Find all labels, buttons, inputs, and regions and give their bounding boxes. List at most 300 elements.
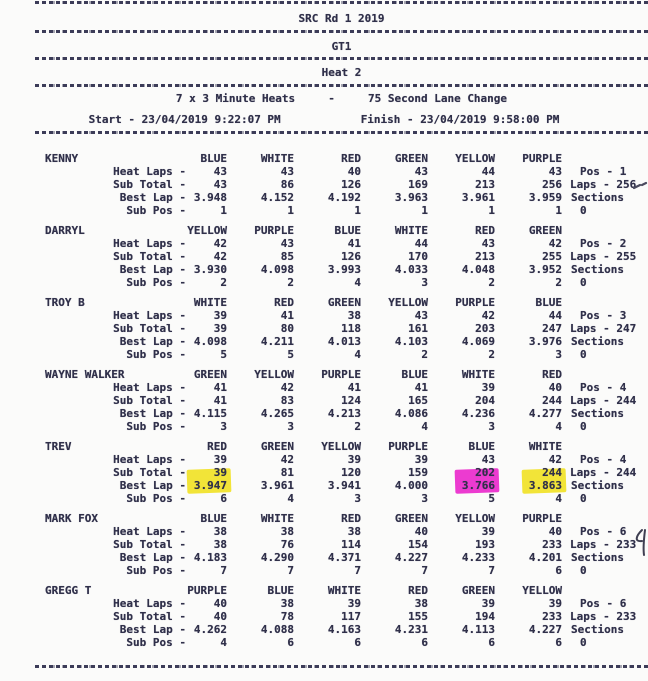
stat-row-sub_total xyxy=(38,394,648,407)
pen-mark xyxy=(633,179,648,193)
stat-row-heat_laps xyxy=(38,309,648,322)
race-results-sheet xyxy=(0,1,648,681)
stat-value: 43 xyxy=(481,237,495,250)
lane-color-header: PURPLE xyxy=(522,512,562,525)
stat-value: 1 xyxy=(354,204,361,217)
row-label: Best Lap - xyxy=(119,623,186,636)
highlighted-value: 3.947 xyxy=(193,479,227,492)
stat-value: 41 xyxy=(414,381,428,394)
summary-text: Laps - 244 xyxy=(570,394,637,407)
row-label: Sub Pos - xyxy=(126,276,186,289)
stat-value: 4.152 xyxy=(260,191,294,204)
stat-value: 7 xyxy=(354,564,361,577)
stat-value: 39 xyxy=(347,597,361,610)
lane-color-header: GREEN xyxy=(461,584,495,597)
summary-text: 0 xyxy=(580,564,587,577)
stat-value: 233 xyxy=(542,610,562,623)
stat-value: 4.103 xyxy=(394,335,428,348)
stat-value: 256 xyxy=(542,178,562,191)
stat-row-sub_total xyxy=(38,538,648,551)
stat-value: 4.277 xyxy=(528,407,562,420)
lane-color-header: GREEN xyxy=(327,296,361,309)
stat-value: 4 xyxy=(220,636,227,649)
driver-header-row xyxy=(38,440,648,453)
stat-value: 44 xyxy=(548,309,562,322)
stat-value: 42 xyxy=(548,237,562,250)
stat-value: 3.959 xyxy=(528,191,562,204)
stat-value: 1 xyxy=(287,204,294,217)
stat-value: 38 xyxy=(280,597,294,610)
row-label: Best Lap - xyxy=(119,335,186,348)
driver-blocks xyxy=(0,152,648,649)
stat-value: 39 xyxy=(213,322,227,335)
row-label: Heat Laps - xyxy=(113,309,186,322)
separator-line xyxy=(35,57,648,60)
lane-color-header: YELLOW xyxy=(522,584,562,597)
row-label: Sub Total - xyxy=(113,250,186,263)
stat-value: 3.930 xyxy=(193,263,227,276)
stat-value: 124 xyxy=(341,394,361,407)
stat-value: 4.227 xyxy=(394,551,428,564)
summary-text: 0 xyxy=(580,348,587,361)
lane-color-header: PURPLE xyxy=(321,368,361,381)
row-label: Heat Laps - xyxy=(113,597,186,610)
stat-value: 4 xyxy=(354,348,361,361)
summary-text: Sections xyxy=(571,623,624,636)
summary-text: 0 xyxy=(580,636,587,649)
lane-color-header: YELLOW xyxy=(187,224,227,237)
stat-value: 1 xyxy=(421,204,428,217)
row-label: Heat Laps - xyxy=(113,381,186,394)
stat-value: 78 xyxy=(280,610,294,623)
stat-value: 43 xyxy=(213,178,227,191)
driver-header-row xyxy=(38,296,648,309)
stat-value: 3.961 xyxy=(461,191,495,204)
start-time: Start - 23/04/2019 9:22:07 PM xyxy=(88,113,281,126)
summary-text: Sections xyxy=(571,551,624,564)
stat-value: 42 xyxy=(280,453,294,466)
stat-row-heat_laps xyxy=(38,453,648,466)
stat-value: 4.290 xyxy=(260,551,294,564)
row-label: Sub Total - xyxy=(113,610,186,623)
stat-row-sub_total xyxy=(38,250,648,263)
stat-value: 38 xyxy=(414,597,428,610)
driver-block xyxy=(0,152,648,217)
stat-value: 159 xyxy=(408,466,428,479)
stat-value: 1 xyxy=(220,204,227,217)
heat-title: Heat 2 xyxy=(321,66,362,79)
spacer xyxy=(562,152,648,165)
stat-value: 4.113 xyxy=(461,623,495,636)
row-label: Sub Total - xyxy=(113,322,186,335)
stat-value: 161 xyxy=(408,322,428,335)
spacer xyxy=(562,296,648,309)
stat-value: 40 xyxy=(548,381,562,394)
stat-value: 165 xyxy=(408,394,428,407)
stat-value: 1 xyxy=(488,204,495,217)
page-title: SRC Rd 1 2019 xyxy=(298,12,385,25)
summary-text: Pos - 2 xyxy=(580,237,627,250)
lane-color-header: PURPLE xyxy=(455,296,495,309)
summary-text: Laps - 256 xyxy=(570,178,637,191)
stat-value: 118 xyxy=(341,322,361,335)
stat-value: 41 xyxy=(213,394,227,407)
row-label: Sub Total - xyxy=(113,178,186,191)
lane-color-header: WHITE xyxy=(193,296,227,309)
separator-line xyxy=(35,1,648,4)
stat-value: 38 xyxy=(347,525,361,538)
stat-value: 4.098 xyxy=(260,263,294,276)
stat-row-heat_laps xyxy=(38,381,648,394)
stat-value: 255 xyxy=(542,250,562,263)
summary-text: Pos - 6 xyxy=(580,597,627,610)
driver-block xyxy=(0,368,648,433)
stat-value: 213 xyxy=(475,178,495,191)
stat-value: 43 xyxy=(481,453,495,466)
driver-name: TROY B xyxy=(45,296,85,309)
driver-block xyxy=(0,224,648,289)
row-label: Sub Total - xyxy=(113,538,186,551)
stat-value: 3 xyxy=(555,348,562,361)
stat-value: 6 xyxy=(555,564,562,577)
stat-value: 4.013 xyxy=(327,335,361,348)
stat-value: 39 xyxy=(213,466,227,479)
lane-color-header: GREEN xyxy=(394,512,428,525)
driver-name: GREGG T xyxy=(45,584,92,597)
stat-row-best_lap xyxy=(38,263,648,276)
class-name: GT1 xyxy=(331,40,352,53)
stat-value: 43 xyxy=(280,165,294,178)
stat-value: 41 xyxy=(213,381,227,394)
stat-value: 43 xyxy=(548,165,562,178)
summary-text: Sections xyxy=(571,407,624,420)
stat-value: 42 xyxy=(481,309,495,322)
lane-color-header: YELLOW xyxy=(455,512,495,525)
stat-value: 39 xyxy=(347,453,361,466)
driver-block xyxy=(0,512,648,577)
stat-value: 6 xyxy=(354,636,361,649)
stat-value: 6 xyxy=(220,492,227,505)
row-label: Heat Laps - xyxy=(113,165,186,178)
heat-format: 7 x 3 Minute Heats - 75 Second Lane Change xyxy=(175,92,508,105)
highlighted-value: 3.766 xyxy=(461,479,495,492)
row-label: Sub Pos - xyxy=(126,564,186,577)
stat-row-heat_laps xyxy=(38,165,648,178)
stat-value: 39 xyxy=(481,381,495,394)
stat-value: 44 xyxy=(481,165,495,178)
lane-color-header: RED xyxy=(207,440,227,453)
lane-color-header: WHITE xyxy=(327,584,361,597)
summary-text: 0 xyxy=(580,204,587,217)
stat-row-sub_pos xyxy=(38,348,648,361)
lane-color-header: BLUE xyxy=(200,152,227,165)
stat-row-best_lap xyxy=(38,191,648,204)
stat-value: 76 xyxy=(280,538,294,551)
stat-value xyxy=(186,479,227,492)
driver-block xyxy=(0,296,648,361)
summary-text: Laps - 244 xyxy=(570,466,637,479)
stat-value: 38 xyxy=(213,525,227,538)
stat-value: 6 xyxy=(421,636,428,649)
stat-value: 2 xyxy=(488,348,495,361)
row-label: Sub Pos - xyxy=(126,204,186,217)
lane-color-header: RED xyxy=(341,152,361,165)
stat-value: 43 xyxy=(280,237,294,250)
stat-value: 6 xyxy=(488,636,495,649)
summary-text: 0 xyxy=(580,492,587,505)
stat-row-best_lap xyxy=(38,479,648,492)
stat-value: 43 xyxy=(414,309,428,322)
lane-color-header: PURPLE xyxy=(522,152,562,165)
stat-value: 3.993 xyxy=(327,263,361,276)
stat-value: 4 xyxy=(287,492,294,505)
stat-value: 120 xyxy=(341,466,361,479)
stat-value: 39 xyxy=(213,309,227,322)
stat-value: 126 xyxy=(341,178,361,191)
stat-value: 4.163 xyxy=(327,623,361,636)
summary-text: Pos - 3 xyxy=(580,309,627,322)
stat-value: 41 xyxy=(347,381,361,394)
stat-value: 39 xyxy=(481,597,495,610)
stat-value: 6 xyxy=(555,636,562,649)
summary-text: Pos - 1 xyxy=(580,165,627,178)
stat-value: 81 xyxy=(280,466,294,479)
stat-value: 203 xyxy=(475,322,495,335)
stat-value: 3 xyxy=(421,276,428,289)
stat-row-sub_pos xyxy=(38,276,648,289)
stat-value: 4 xyxy=(421,420,428,433)
spacer xyxy=(562,368,648,381)
driver-name: TREV xyxy=(45,440,72,453)
stat-value: 4.098 xyxy=(193,335,227,348)
stat-value: 3 xyxy=(354,492,361,505)
stat-value: 4.069 xyxy=(461,335,495,348)
stat-row-sub_total xyxy=(38,322,648,335)
stat-value: 4.048 xyxy=(461,263,495,276)
stat-value: 155 xyxy=(408,610,428,623)
stat-value: 244 xyxy=(542,394,562,407)
lane-color-header: RED xyxy=(475,224,495,237)
summary-text: Laps - 233 xyxy=(570,538,637,551)
summary-text: Sections xyxy=(571,335,624,348)
lane-color-header: YELLOW xyxy=(321,440,361,453)
stat-value: 170 xyxy=(408,250,428,263)
stat-value: 244 xyxy=(542,466,562,479)
driver-header-row xyxy=(38,584,648,597)
stat-row-sub_total xyxy=(38,178,648,191)
stat-value: 1 xyxy=(555,204,562,217)
stat-value: 5 xyxy=(488,492,495,505)
row-label: Best Lap - xyxy=(119,479,186,492)
row-label: Sub Total - xyxy=(113,466,186,479)
stat-value: 38 xyxy=(280,525,294,538)
row-label: Best Lap - xyxy=(119,263,186,276)
stat-value: 42 xyxy=(280,381,294,394)
stat-value: 5 xyxy=(287,348,294,361)
lane-color-header: WHITE xyxy=(260,152,294,165)
stat-value: 4.213 xyxy=(327,407,361,420)
stat-value: 7 xyxy=(488,564,495,577)
driver-name: KENNY xyxy=(45,152,79,165)
stat-value xyxy=(495,479,562,492)
stat-value: 4.192 xyxy=(327,191,361,204)
stat-row-heat_laps xyxy=(38,525,648,538)
stat-value: 193 xyxy=(475,538,495,551)
driver-name: MARK FOX xyxy=(45,512,98,525)
stat-value: 4.088 xyxy=(260,623,294,636)
stat-row-best_lap xyxy=(38,407,648,420)
stat-value: 3 xyxy=(287,420,294,433)
row-label: Best Lap - xyxy=(119,407,186,420)
summary-text: Laps - 233 xyxy=(570,610,637,623)
stat-value: 43 xyxy=(213,165,227,178)
stat-row-heat_laps xyxy=(38,237,648,250)
stat-row-best_lap xyxy=(38,551,648,564)
driver-header-row xyxy=(38,224,648,237)
lane-color-header: WHITE xyxy=(461,368,495,381)
driver-block xyxy=(0,584,648,649)
separator-line xyxy=(35,665,648,668)
lane-color-header: WHITE xyxy=(394,224,428,237)
summary-text: Laps - 255 xyxy=(570,250,637,263)
stat-row-sub_pos xyxy=(38,636,648,649)
pen-mark xyxy=(633,528,648,558)
stat-value: 4.033 xyxy=(394,263,428,276)
stat-row-sub_pos xyxy=(38,204,648,217)
stat-value: 2 xyxy=(220,276,227,289)
stat-row-sub_pos xyxy=(38,420,648,433)
stat-value: 7 xyxy=(287,564,294,577)
summary-text: Sections xyxy=(571,479,624,492)
stat-value: 42 xyxy=(548,453,562,466)
stat-value: 38 xyxy=(213,538,227,551)
spacer xyxy=(562,224,648,237)
stat-value: 4 xyxy=(354,276,361,289)
lane-color-header: BLUE xyxy=(267,584,294,597)
summary-text: Pos - 4 xyxy=(580,381,627,394)
stat-value: 39 xyxy=(213,453,227,466)
stat-value: 40 xyxy=(213,610,227,623)
stat-value: 202 xyxy=(475,466,495,479)
stat-value: 43 xyxy=(414,165,428,178)
stat-value: 41 xyxy=(280,309,294,322)
row-label: Heat Laps - xyxy=(113,237,186,250)
stat-row-sub_pos xyxy=(38,564,648,577)
stat-value: 4.115 xyxy=(193,407,227,420)
stat-value: 3.961 xyxy=(260,479,294,492)
lane-color-header: BLUE xyxy=(334,224,361,237)
stat-value: 42 xyxy=(213,250,227,263)
stat-value: 39 xyxy=(414,453,428,466)
spacer xyxy=(562,512,648,525)
stat-value: 2 xyxy=(555,276,562,289)
stat-value: 40 xyxy=(347,165,361,178)
summary-text: Pos - 6 xyxy=(580,525,627,538)
driver-name: WAYNE WALKER xyxy=(45,368,125,381)
stat-value: 233 xyxy=(542,538,562,551)
summary-text: Sections xyxy=(571,191,624,204)
spacer xyxy=(562,440,648,453)
stat-row-best_lap xyxy=(38,623,648,636)
stat-value: 3.952 xyxy=(528,263,562,276)
stat-value: 154 xyxy=(408,538,428,551)
lane-color-header: GREEN xyxy=(260,440,294,453)
row-label: Best Lap - xyxy=(119,551,186,564)
stat-value: 3.963 xyxy=(394,191,428,204)
lane-color-header: BLUE xyxy=(535,296,562,309)
summary-text: Pos - 4 xyxy=(580,453,627,466)
stat-value: 40 xyxy=(414,525,428,538)
stat-value: 4.227 xyxy=(528,623,562,636)
stat-value: 4.262 xyxy=(193,623,227,636)
stat-value: 39 xyxy=(481,525,495,538)
lane-color-header: PURPLE xyxy=(187,584,227,597)
lane-color-header: YELLOW xyxy=(455,152,495,165)
stat-value: 2 xyxy=(488,276,495,289)
separator-line xyxy=(35,131,648,134)
row-label: Heat Laps - xyxy=(113,525,186,538)
stat-value: 114 xyxy=(341,538,361,551)
stat-value xyxy=(428,479,495,492)
stat-value: 80 xyxy=(280,322,294,335)
driver-header-row xyxy=(38,152,648,165)
lane-color-header: WHITE xyxy=(528,440,562,453)
stat-value: 4.000 xyxy=(394,479,428,492)
stat-value: 3 xyxy=(220,420,227,433)
lane-color-header: BLUE xyxy=(401,368,428,381)
stat-value: 4.211 xyxy=(260,335,294,348)
highlighted-value: 3.863 xyxy=(528,479,562,492)
stat-value: 40 xyxy=(548,525,562,538)
stat-value: 39 xyxy=(548,597,562,610)
stat-value: 4.371 xyxy=(327,551,361,564)
stat-value: 247 xyxy=(542,322,562,335)
stat-value: 2 xyxy=(354,420,361,433)
stat-value: 5 xyxy=(220,348,227,361)
lane-color-header: BLUE xyxy=(200,512,227,525)
stat-value: 4 xyxy=(555,492,562,505)
lane-color-header: RED xyxy=(274,296,294,309)
stat-value: 6 xyxy=(287,636,294,649)
lane-color-header: PURPLE xyxy=(388,440,428,453)
finish-time: Finish - 23/04/2019 9:58:00 PM xyxy=(360,113,560,126)
lane-color-header: RED xyxy=(408,584,428,597)
stat-value: 42 xyxy=(213,237,227,250)
lane-color-header: RED xyxy=(341,512,361,525)
stat-row-sub_pos xyxy=(38,492,648,505)
stat-value: 4.086 xyxy=(394,407,428,420)
stat-value: 2 xyxy=(421,348,428,361)
stat-value: 40 xyxy=(213,597,227,610)
stat-value: 3.941 xyxy=(327,479,361,492)
lane-color-header: GREEN xyxy=(193,368,227,381)
lane-color-header: BLUE xyxy=(468,440,495,453)
stat-value: 169 xyxy=(408,178,428,191)
summary-text: Laps - 247 xyxy=(570,322,637,335)
driver-header-row xyxy=(38,512,648,525)
summary-text: Sections xyxy=(571,263,624,276)
stat-value: 2 xyxy=(287,276,294,289)
stat-row-heat_laps xyxy=(38,597,648,610)
driver-block xyxy=(0,440,648,505)
stat-value: 85 xyxy=(280,250,294,263)
stat-value: 41 xyxy=(347,237,361,250)
stat-value: 4.231 xyxy=(394,623,428,636)
summary-text: 0 xyxy=(580,420,587,433)
stat-value: 194 xyxy=(475,610,495,623)
lane-color-header: WHITE xyxy=(260,512,294,525)
lane-color-header: PURPLE xyxy=(254,224,294,237)
